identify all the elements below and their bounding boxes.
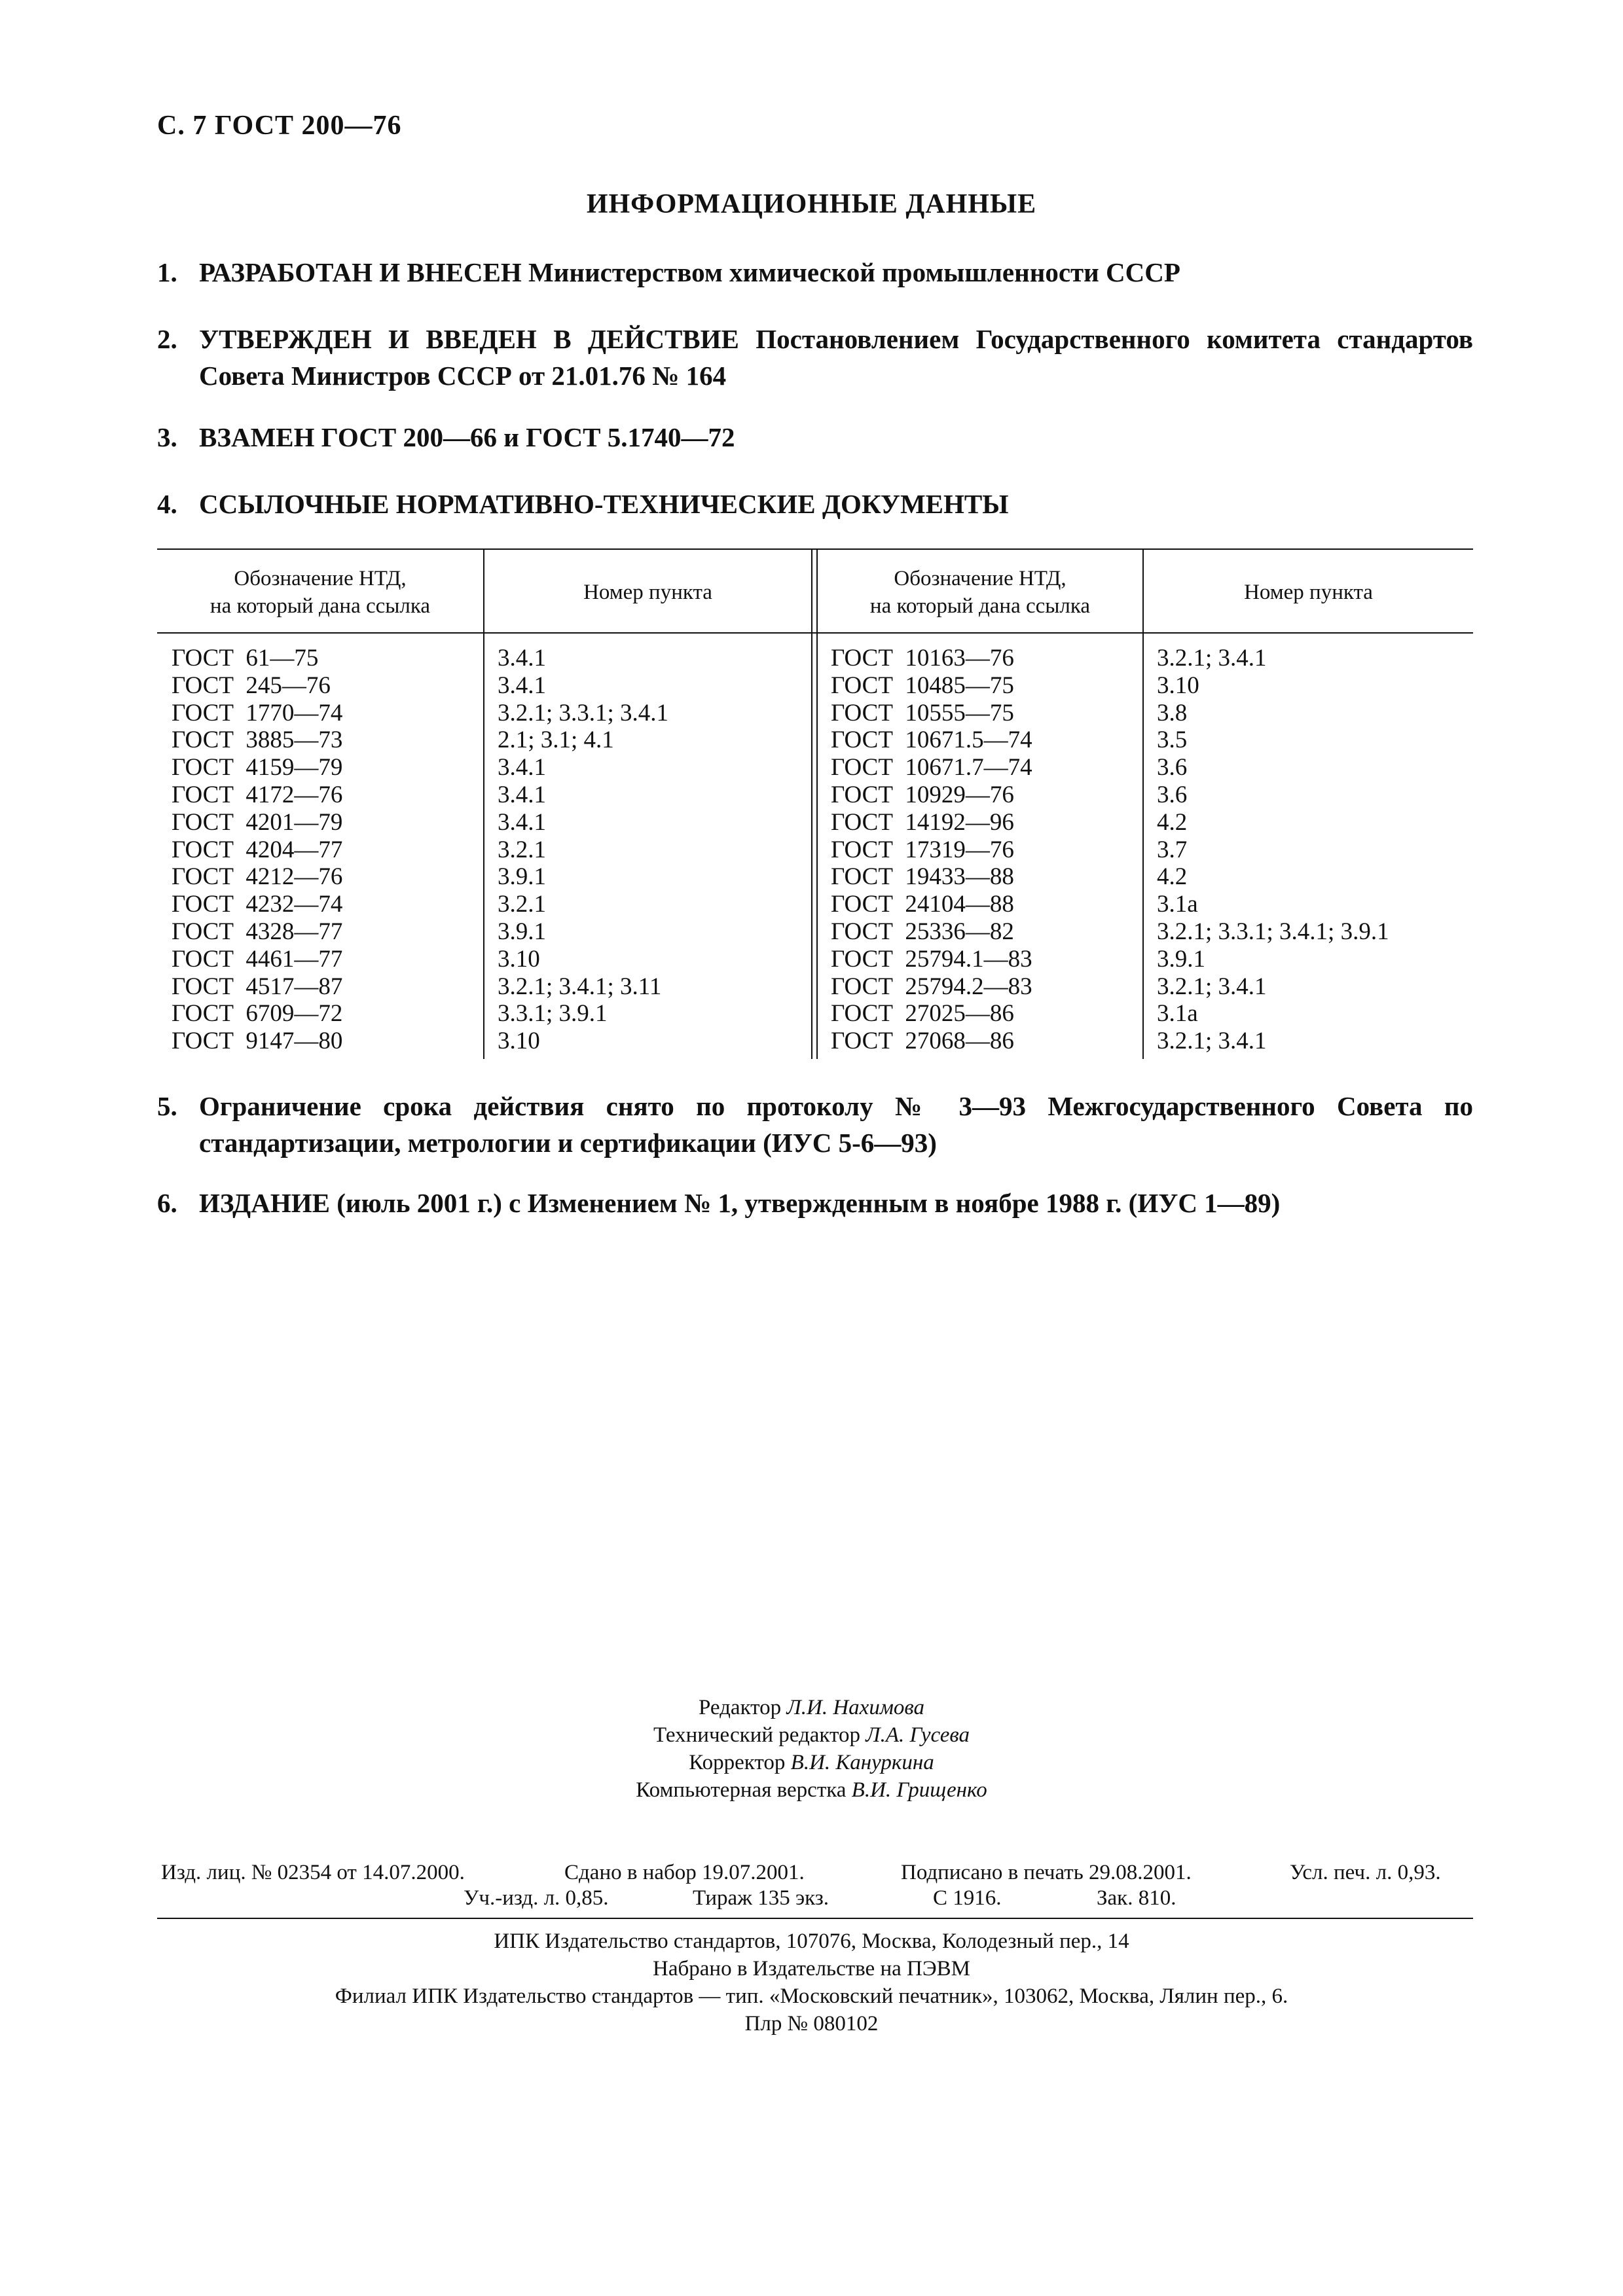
left-point-cell: 3.4.1 [498,672,546,699]
item-number: 3. [157,422,177,452]
left-doc-cell: ГОСТ 3885—73 [172,726,343,754]
header-doc-right: Обозначение НТД, на который дана ссылка [869,567,1091,618]
left-point-cell: 3.3.1; 3.9.1 [498,1000,608,1028]
editor-line: Редактор Л.И. Нахимова [699,1696,924,1719]
publisher-line-3: Филиал ИПК Издательство стандартов — тип. «Московский печатник», 103062, Москва, Лялин пер., 6. [335,1984,1288,2008]
left-doc-cell: ГОСТ 4212—76 [172,863,343,891]
item-line [199,321,1473,357]
left-point-cell: 3.4.1 [498,808,546,836]
left-doc-cell: ГОСТ 4159—79 [172,754,343,781]
left-doc-cell: ГОСТ 4172—76 [172,781,343,808]
c-number: С 1916. [933,1886,1002,1910]
right-doc-cell: ГОСТ 25794.1—83 [831,945,1032,973]
left-doc-cell: ГОСТ 4328—77 [172,918,343,945]
right-doc-cell: ГОСТ 25794.2—83 [831,973,1032,1000]
left-doc-cell: ГОСТ 4517—87 [172,973,343,1000]
right-doc-cell: ГОСТ 10163—76 [831,645,1014,672]
right-doc-cell: ГОСТ 27068—86 [831,1028,1014,1055]
section-title: ИНФОРМАЦИОННЫЕ ДАННЫЕ [586,189,1037,219]
right-point-cell: 3.8 [1157,699,1188,726]
item-6 [157,1185,1473,1221]
left-doc-cell: ГОСТ 9147—80 [172,1028,343,1055]
item-2 [157,321,1473,394]
item-lead: РАЗРАБОТАН И ВНЕСЕН [199,257,522,287]
right-point-cell: 3.7 [1157,836,1188,863]
item-number: 6. [157,1188,177,1218]
item-5 [157,1088,1473,1161]
right-doc-cell: ГОСТ 25336—82 [831,918,1014,945]
right-doc-cell: ГОСТ 10929—76 [831,781,1014,808]
print-sheets: Усл. печ. л. 0,93. [1290,1861,1441,1884]
right-doc-cell: ГОСТ 27025—86 [831,1000,1014,1028]
left-doc-cell: ГОСТ 4232—74 [172,891,343,918]
left-point-cell: 3.4.1 [498,645,546,672]
imprint-rule [157,1918,1473,1919]
item-line-2: Совета Министров СССР от 21.01.76 № 164 [199,361,727,391]
left-doc-cell: ГОСТ 4204—77 [172,836,343,863]
right-point-cell: 3.6 [1157,754,1188,781]
item-number: 5. [157,1091,177,1121]
imprint-editors [0,1694,1623,1804]
left-point-cell: 3.9.1 [498,918,546,945]
left-point-cell: 3.2.1; 3.4.1; 3.11 [498,973,662,1000]
left-point-cell: 3.9.1 [498,863,546,891]
right-doc-column [831,645,1032,1055]
right-point-cell: 4.2 [1157,808,1188,836]
right-point-cell: 3.9.1 [1157,945,1205,973]
item-text: Постановлением Государственного комитета стандартов [739,324,1473,354]
right-point-cell: 3.2.1; 3.4.1 [1157,1028,1267,1055]
item-line-1: Ограничение срока действия снято по протоколу № 3—93 Межгосударственного Совета по [199,1091,1473,1121]
item-number: 2. [157,324,177,354]
left-point-cell: 3.2.1 [498,891,546,918]
right-doc-cell: ГОСТ 10555—75 [831,699,1014,726]
left-doc-column [172,645,342,1055]
left-point-cell: 3.4.1 [498,754,546,781]
left-point-cell: 2.1; 3.1; 4.1 [498,726,614,754]
right-point-cell: 4.2 [1157,863,1188,891]
publisher-info [0,1928,1623,2037]
right-point-cell: 3.2.1; 3.4.1 [1157,973,1267,1000]
right-point-cell: 3.1а [1157,1000,1198,1028]
left-doc-cell: ГОСТ 4201—79 [172,808,343,836]
right-doc-cell: ГОСТ 19433—88 [831,863,1014,891]
item-text: ССЫЛОЧНЫЕ НОРМАТИВНО-ТЕХНИЧЕСКИЕ ДОКУМЕНТЫ [199,489,1009,519]
right-doc-cell: ГОСТ 10671.5—74 [831,726,1032,754]
right-point-cell: 3.2.1; 3.4.1 [1157,645,1267,672]
left-doc-cell: ГОСТ 245—76 [172,672,331,699]
item-text: ВЗАМЕН ГОСТ 200—66 и ГОСТ 5.1740—72 [199,422,735,452]
publisher-line-4: Плр № 080102 [744,2012,879,2036]
item-line-2: стандартизации, метрологии и сертификации (ИУС 5-6—93) [199,1128,937,1158]
sent-date: Сдано в набор 19.07.2001. [564,1861,805,1884]
left-doc-cell: ГОСТ 1770—74 [172,699,343,726]
license: Изд. лиц. № 02354 от 14.07.2000. [161,1861,465,1884]
right-doc-cell: ГОСТ 10485—75 [831,672,1014,699]
left-doc-cell: ГОСТ 4461—77 [172,945,343,973]
left-point-cell: 3.4.1 [498,781,546,808]
print-run: Тираж 135 экз. [693,1886,829,1910]
right-point-cell: 3.6 [1157,781,1188,808]
right-doc-cell: ГОСТ 10671.7—74 [831,754,1032,781]
right-point-column [1157,645,1389,1055]
right-point-cell: 3.5 [1157,726,1188,754]
left-point-cell: 3.2.1; 3.3.1; 3.4.1 [498,699,669,726]
header-point-left: Номер пункта [583,581,712,604]
order-number: Зак. 810. [1097,1886,1176,1910]
left-point-cell: 3.2.1 [498,836,546,863]
publisher-line-1: ИПК Издательство стандартов, 107076, Москва, Колодезный пер., 14 [494,1929,1129,1953]
right-point-cell: 3.2.1; 3.3.1; 3.4.1; 3.9.1 [1157,918,1389,945]
left-point-cell: 3.10 [498,945,540,973]
header-point-right: Номер пункта [1244,581,1373,604]
publisher-sheets: Уч.-изд. л. 0,85. [464,1886,609,1910]
left-point-cell: 3.10 [498,1028,540,1055]
item-lead: УТВЕРЖДЕН И ВВЕДЕН В ДЕЙСТВИЕ [199,324,739,354]
item-text: ИЗДАНИЕ (июль 2001 г.) с Изменением № 1, утвержденным в ноябре 1988 г. (ИУС 1—89) [199,1188,1281,1218]
left-doc-cell: ГОСТ 6709—72 [172,1000,343,1028]
signed-date: Подписано в печать 29.08.2001. [901,1861,1192,1884]
item-3 [157,419,1473,456]
left-point-column [498,645,668,1055]
layout-line: Компьютерная верстка В.И. Грищенко [636,1778,987,1802]
item-number: 4. [157,489,177,519]
item-1 [157,254,1473,291]
right-doc-cell: ГОСТ 17319—76 [831,836,1014,863]
right-point-cell: 3.1а [1157,891,1198,918]
corrector-line: Корректор В.И. Кануркина [689,1751,934,1774]
item-number: 1. [157,257,177,287]
tech-editor-line: Технический редактор Л.А. Гусева [653,1723,970,1747]
right-doc-cell: ГОСТ 24104—88 [831,891,1014,918]
item-4 [157,486,1473,522]
right-point-cell: 3.10 [1157,672,1199,699]
header-doc-left: Обозначение НТД, на который дана ссылка [210,567,431,618]
page-header: С. 7 ГОСТ 200—76 [157,111,402,141]
publisher-line-2: Набрано в Издательстве на ПЭВМ [653,1957,970,1981]
left-doc-cell: ГОСТ 61—75 [172,645,319,672]
item-text: Министерством химической промышленности СССР [521,257,1180,287]
reference-table [157,548,1473,1059]
right-doc-cell: ГОСТ 14192—96 [831,808,1014,836]
